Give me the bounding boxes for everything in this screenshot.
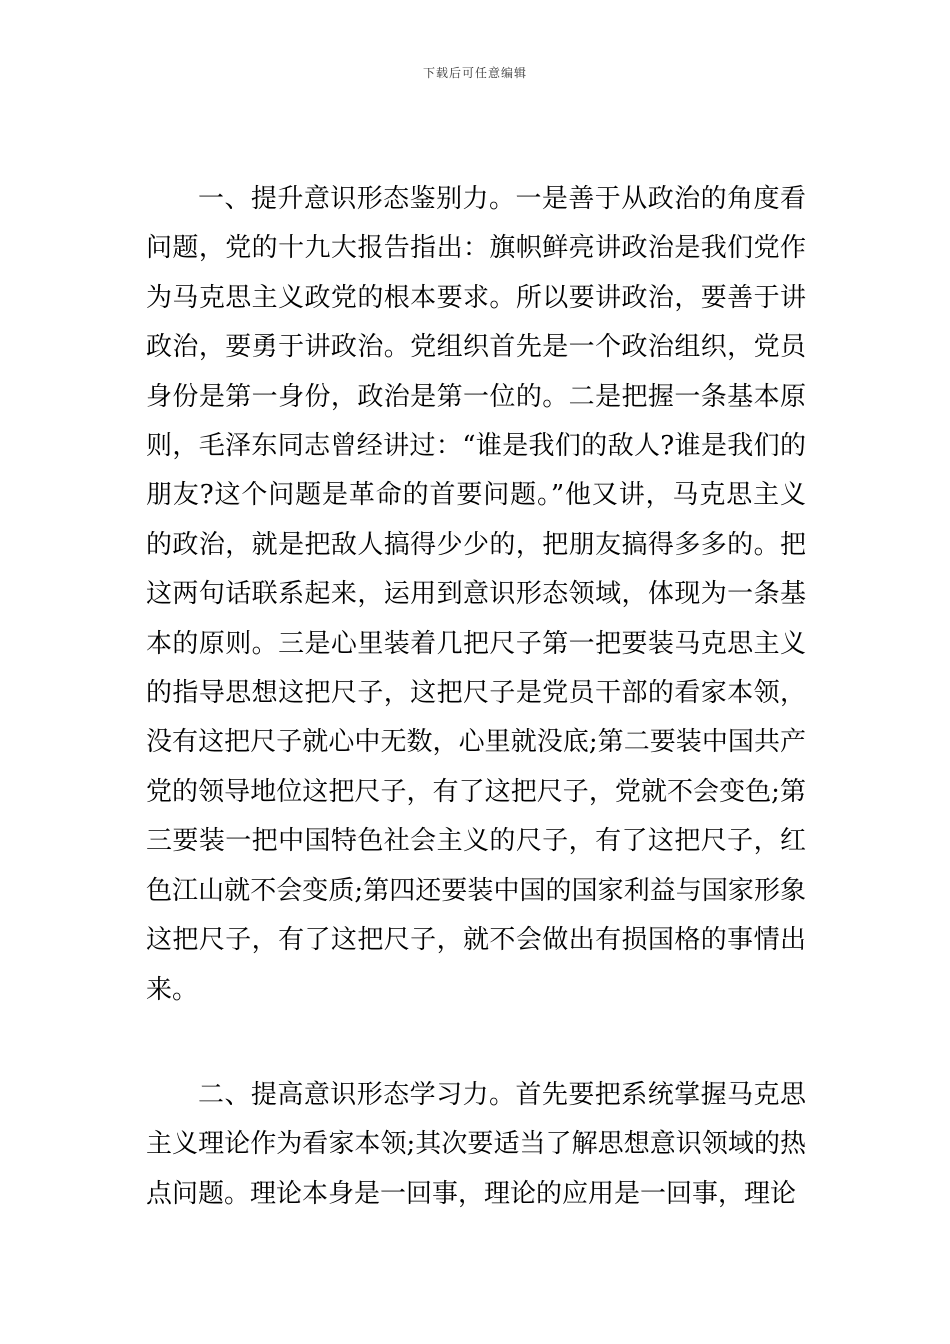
paragraph-ideology-learning: 二、提高意识形态学习力。首先要把系统掌握马克思主义理论作为看家本领;其次要适当了解思想意识领域的热点问题。理论本身是一回事，理论的应用是一回事，理论: [146, 1080, 806, 1209]
paragraph-ideology-discernment: 一、提升意识形态鉴别力。一是善于从政治的角度看问题，党的十九大报告指出：旗帜鲜亮讲政治是我们党作为马克思主义政党的根本要求。所以要讲政治，要善于讲政治，要勇于讲政治。党组织首先是一个政治组织，党员身份是第一身份，政治是第一位的。二是把握一条基本原则，毛泽东同志曾经讲过：“谁是我们的敌人?谁是我们的朋友?这个问题是革命的首要问题。”他又讲，马克思主义的政治，就是把敌人搞得少少的，把朋友搞得多多的。把这两句话联系起来，运用到意识形态领域，体现为一条基本的原则。三是心里装着几把尺子第一把要装马克思主义的指导思想这把尺子，这把尺子是党员干部的看家本领，没有这把尺子就心中无数，心里就没底;第二要装中国共产党的领导地位这把尺子，有了这把尺子，党就不会变色;第三要装一把中国特色社会主义的尺子，有了这把尺子，红色江山就不会变质;第四还要装中国的国家利益与国家形象这把尺子，有了这把尺子，就不会做出有损国格的事情出来。: [146, 184, 806, 1005]
header-note: 下载后可任意编辑: [422, 66, 527, 80]
